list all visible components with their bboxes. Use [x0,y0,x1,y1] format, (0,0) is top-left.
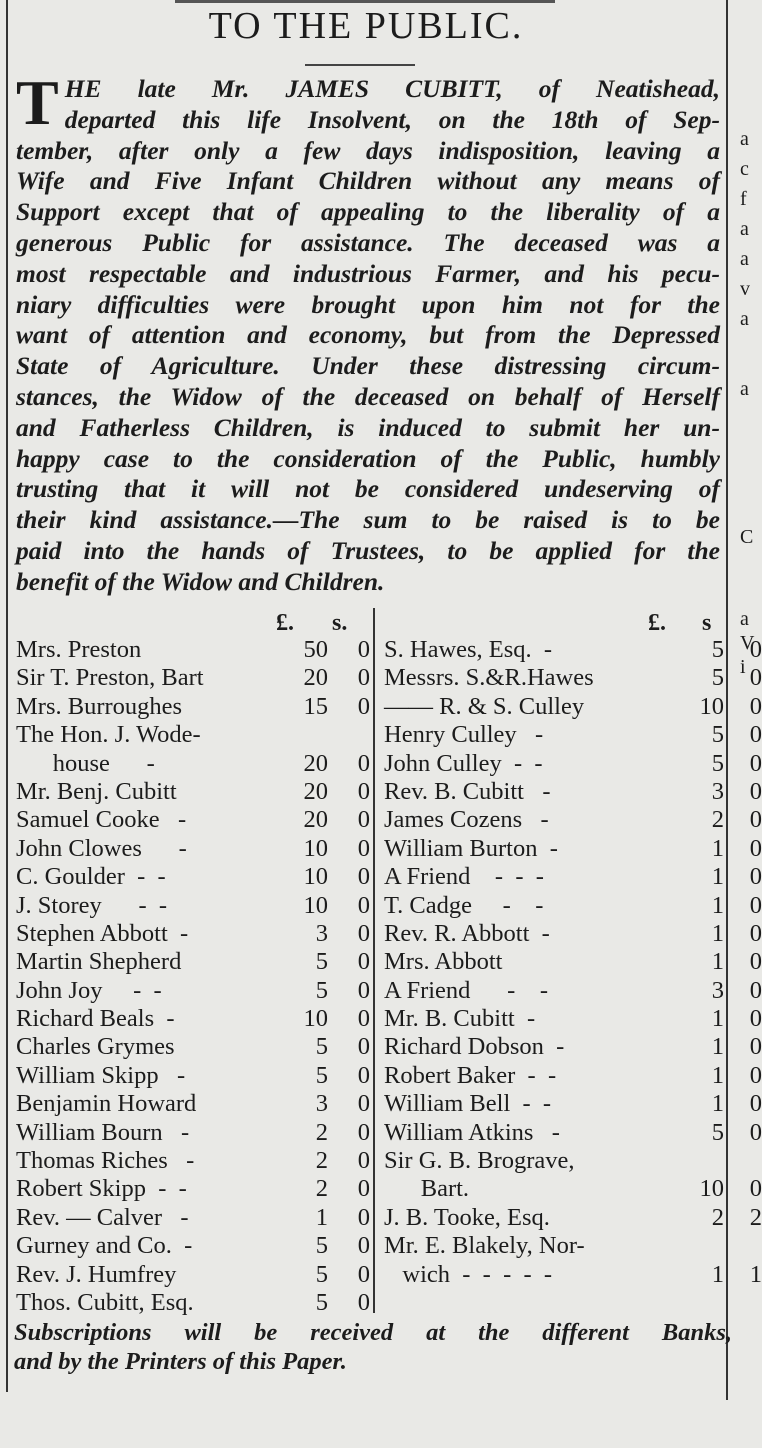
subscription-pounds: 1 [711,834,724,862]
subscriber-row [16,1204,372,1232]
subscription-pounds: 3 [315,1090,328,1118]
subscriber-name: Mrs. Burroughes [16,692,183,720]
subscription-pounds: 20 [303,777,328,805]
subscription-pounds: 10 [303,891,328,919]
adjacent-fragment: i [740,656,746,678]
subscription-pounds: 5 [315,948,328,976]
subscriber-row [384,1232,724,1260]
subscriber-name: Robert Baker - - [384,1061,557,1089]
subscriber-name: Samuel Cooke - [16,806,187,834]
subscriber-name: Mr. B. Cubitt - [384,1005,536,1033]
subscriber-row [384,948,762,976]
subscriber-name: Robert Skipp - - [16,1175,187,1203]
subscriber-row [384,919,762,948]
subscriber-name: John Culley - - [384,749,543,777]
subscriber-row [16,1261,372,1289]
subscription-shillings: 0 [749,721,762,749]
subscriber-name: William Atkins - [384,1118,560,1146]
subscriber-row [384,777,762,806]
adjacent-fragment: a [740,218,749,240]
subscription-shillings: 0 [357,1005,370,1033]
subscriber-name: Charles Grymes [16,1033,175,1061]
body-line: paid into the hands of Trustees, to be applied for the [16,535,720,565]
subscription-shillings: 0 [749,1175,762,1203]
subscriber-name: Sir G. B. Brograve, [384,1147,575,1175]
subscriber-name: William Burton - [384,834,558,862]
adjacent-fragment: v [740,278,750,300]
subscriber-name: J. Storey - - [16,891,168,919]
subscription-pounds: 5 [711,664,724,692]
subscription-shillings: 0 [357,636,370,663]
subscriber-row [16,920,372,948]
subscription-shillings: 0 [749,1005,762,1033]
subscription-shillings: 0 [749,1118,762,1146]
subscriber-row [16,977,372,1005]
subscription-pounds: 5 [711,636,724,663]
subscriber-row [16,1033,372,1061]
subscription-pounds: 5 [711,749,724,777]
shillings-header-left: s. [332,610,348,636]
subscription-pounds: 10 [699,692,724,720]
subscription-pounds: 3 [711,777,724,805]
subscriber-row [384,976,762,1005]
subscription-shillings: 0 [357,863,370,891]
subscription-shillings: 0 [357,919,370,947]
subscription-pounds: 1 [711,1061,724,1089]
subscriber-row [384,1033,762,1061]
footer-line: Subscriptions will be received at the different Banks, [14,1319,732,1346]
subscriber-name: Richard Dobson - [384,1033,565,1061]
subscription-shillings: 0 [357,777,370,805]
pounds-header-right: £. [648,610,666,636]
subscriber-name: Sir T. Preston, Bart [16,664,204,692]
title-rule [305,64,415,66]
body-line: happy case to the consideration of the Public, humbly [16,443,720,473]
subscription-shillings: 0 [749,863,762,891]
subscriber-row [16,1062,372,1090]
subscription-pounds: 1 [711,891,724,919]
subscription-pounds: 2 [711,806,724,834]
body-line: HE late Mr. JAMES CUBITT, of Neatishead, [64,74,720,103]
adjacent-fragment: C [740,526,754,548]
subscriber-row [16,636,372,664]
subscriber-name: —— R. & S. Culley [384,692,585,720]
subscriber-row [384,806,762,834]
subscription-pounds: 1 [315,1203,328,1231]
subscription-shillings: 0 [749,891,762,919]
subscriber-row [384,1260,762,1289]
subscription-pounds: 1 [711,1033,724,1061]
subscriber-row [384,1005,762,1033]
subscriber-row [16,693,372,721]
subscription-pounds: 10 [303,834,328,862]
body-line: departed this life Insolvent, on the 18th of Sep- [64,104,720,134]
adjacent-fragment: f [740,188,747,210]
subscription-shillings: 0 [357,692,370,720]
subscription-pounds: 1 [711,863,724,891]
body-line: State of Agriculture. Under these distressing circum- [16,351,720,381]
subscriber-row [16,721,372,749]
subscriber-name: Martin Shepherd [16,948,182,976]
subscription-shillings: 0 [749,692,762,720]
subscription-shillings: 0 [357,1175,370,1203]
subscriber-row [16,750,372,778]
subscription-shillings: 0 [357,1090,370,1118]
subscription-pounds: 10 [699,1175,724,1203]
body-line: generous Public for assistance. The deceased was a [16,227,720,257]
adjacent-fragment: a [740,128,749,150]
adjacent-fragment: a [740,378,749,400]
subscription-pounds: 2 [711,1203,724,1231]
pounds-header-left: £. [276,610,294,636]
subscriber-row [384,891,762,920]
drop-cap: T [16,67,59,138]
shillings-header-right: s [702,610,712,636]
subscriber-row [384,721,762,749]
subscription-pounds: 10 [303,863,328,891]
body-line: tember, after only a few days indisposition, leaving a [16,135,720,165]
adjacent-fragment: a [740,608,749,630]
subscriber-row [384,1147,724,1175]
subscription-shillings: 0 [357,1288,370,1316]
subscriber-name: William Bourn - [16,1118,190,1146]
subscription-shillings: 0 [749,664,762,692]
subscriber-name: Rev. B. Cubitt - [384,777,551,805]
subscription-shillings: 0 [357,1203,370,1231]
subscription-shillings: 1 [749,1260,762,1288]
subscription-shillings: 0 [749,1061,762,1089]
notice-title: TO THE PUBLIC. [208,5,524,47]
subscription-pounds: 20 [303,806,328,834]
left-column-rule [6,0,8,1392]
subscription-shillings: 0 [357,1061,370,1089]
subscriber-name: Mr. Benj. Cubitt [16,777,177,805]
subscriber-name: Gurney and Co. - [16,1232,193,1260]
subscription-shillings: 2 [749,1203,762,1231]
body-line: niary difficulties were brought upon him not for the [16,289,720,319]
subscription-pounds: 2 [315,1175,328,1203]
subscription-shillings: 0 [749,806,762,834]
subscriber-name: John Joy - - [16,976,162,1004]
subscription-shillings: 0 [357,664,370,692]
body-line: most respectable and industrious Farmer, and his pecu- [16,258,720,288]
subscriber-name: house - [16,749,155,777]
subscriber-row [16,1090,372,1118]
subscriber-name: Bart. [384,1175,470,1203]
subscription-shillings: 0 [357,834,370,862]
subscriber-name: Richard Beals - [16,1005,175,1033]
subscriber-row [16,664,372,692]
subscriber-row [16,1119,372,1147]
subscription-shillings: 0 [357,1232,370,1260]
subscription-pounds: 5 [315,1033,328,1061]
subscriber-name: Mrs. Abbott [384,948,503,976]
body-line: their kind assistance.—The sum to be raised is to be [16,505,720,535]
subscriber-name: John Clowes - [16,834,187,862]
subscription-pounds: 10 [303,1005,328,1033]
subscription-shillings: 0 [357,891,370,919]
adjacent-fragment: V [740,632,755,654]
subscriber-name: A Friend - - [384,976,548,1004]
subscription-pounds: 5 [711,1118,724,1146]
subscription-column-divider [373,608,375,1313]
subscription-pounds: 5 [315,1260,328,1288]
body-line: Wife and Five Infant Children without any means of [16,166,720,196]
subscriber-row [384,834,762,863]
body-line: benefit of the Widow and Children. [16,566,385,596]
subscriber-name: C. Goulder - - [16,863,166,891]
body-line: Support except that of appealing to the liberality of a [16,197,720,227]
subscriber-row [384,1203,762,1232]
subscription-pounds: 5 [315,1061,328,1089]
subscriber-name: Mr. E. Blakely, Nor- [384,1232,585,1260]
subscriber-row [384,1118,762,1147]
subscription-pounds: 5 [315,1232,328,1260]
subscription-pounds: 50 [303,636,328,663]
subscription-pounds: 20 [303,749,328,777]
subscription-pounds: 1 [711,919,724,947]
subscriber-name: A Friend - - - [384,863,544,891]
subscription-shillings: 0 [749,919,762,947]
subscriber-row [384,692,762,721]
subscriber-row [384,749,762,778]
subscriber-name: William Skipp - [16,1061,186,1089]
subscription-pounds: 3 [315,919,328,947]
subscriber-row [384,1175,762,1203]
subscriber-name: Benjamin Howard [16,1090,197,1118]
subscriber-row [16,778,372,806]
subscriber-row [384,664,762,692]
subscription-shillings: 0 [749,636,762,663]
subscription-shillings: 0 [749,834,762,862]
subscription-shillings: 0 [357,1260,370,1288]
subscription-pounds: 20 [303,664,328,692]
subscriber-name: Thomas Riches - [16,1147,195,1175]
subscription-shillings: 0 [749,749,762,777]
subscription-pounds: 15 [303,692,328,720]
body-line: stances, the Widow of the deceased on behalf of Herself [16,381,720,411]
subscription-shillings: 0 [749,948,762,976]
subscription-shillings: 0 [749,777,762,805]
subscriber-name: Rev. J. Humfrey [16,1260,177,1288]
subscriber-name: Rev. — Calver - [16,1203,189,1231]
subscriber-name: Henry Culley - [384,721,544,749]
subscription-shillings: 0 [357,1118,370,1146]
subscriber-name: Rev. R. Abbott - [384,919,550,947]
subscription-shillings: 0 [749,976,762,1004]
adjacent-fragment: c [740,158,749,180]
subscription-pounds: 1 [711,1005,724,1033]
adjacent-fragment: a [740,248,749,270]
subscriber-row [16,835,372,863]
subscriber-row [16,948,372,976]
subscriber-row [384,1090,762,1118]
subscriber-row [16,892,372,920]
subscription-pounds: 2 [315,1147,328,1175]
subscription-pounds: 5 [315,976,328,1004]
subscription-pounds: 1 [711,948,724,976]
subscription-shillings: 0 [357,1147,370,1175]
subscriber-name: William Bell - - [384,1090,552,1118]
subscription-shillings: 0 [749,1033,762,1061]
subscriber-list-right [384,636,762,1289]
subscription-pounds: 5 [315,1288,328,1316]
subscriber-name: T. Cadge - - [384,891,544,919]
body-line: want of attention and economy, but from the Depressed [16,320,720,350]
subscriber-name: The Hon. J. Wode- [16,721,201,749]
subscriber-name: Stephen Abbott - [16,919,189,947]
adjacent-fragment: a [740,308,749,330]
subscription-pounds: 3 [711,976,724,1004]
subscriber-row [16,1289,372,1317]
subscriber-name: wich - - - - - [384,1260,553,1288]
body-line: and Fatherless Children, is induced to submit her un- [16,412,720,442]
notice-footer [14,1318,732,1376]
subscriber-row [384,1061,762,1090]
subscription-shillings: 0 [357,976,370,1004]
body-line: trusting that it will not be considered undeserving of [16,474,720,504]
subscriber-row [16,1232,372,1260]
subscriber-row [16,1147,372,1175]
subscription-pounds: 1 [711,1090,724,1118]
subscriber-name: S. Hawes, Esq. - [384,636,553,663]
subscriber-name: James Cozens - [384,806,549,834]
subscriber-name: Messrs. S.&R.Hawes [384,664,594,692]
subscriber-list-left [16,636,372,1317]
subscriber-name: Thos. Cubitt, Esq. [16,1288,194,1316]
subscription-shillings: 0 [357,948,370,976]
subscriber-name: Mrs. Preston [16,636,142,663]
subscription-shillings: 0 [357,749,370,777]
subscriber-row [16,806,372,834]
subscriber-row [16,1175,372,1203]
subscriber-row [384,636,762,664]
subscriber-row [384,863,762,891]
subscriber-row [16,863,372,891]
subscriber-name: J. B. Tooke, Esq. [384,1203,550,1231]
subscription-shillings: 0 [357,1033,370,1061]
subscriber-row [16,1005,372,1033]
subscription-pounds: 2 [315,1118,328,1146]
subscription-shillings: 0 [357,806,370,834]
notice-body [16,67,720,598]
subscription-pounds: 1 [711,1260,724,1288]
subscription-pounds: 5 [711,721,724,749]
footer-line: and by the Printers of this Paper. [14,1348,347,1375]
subscription-shillings: 0 [749,1090,762,1118]
top-rule [175,0,555,3]
